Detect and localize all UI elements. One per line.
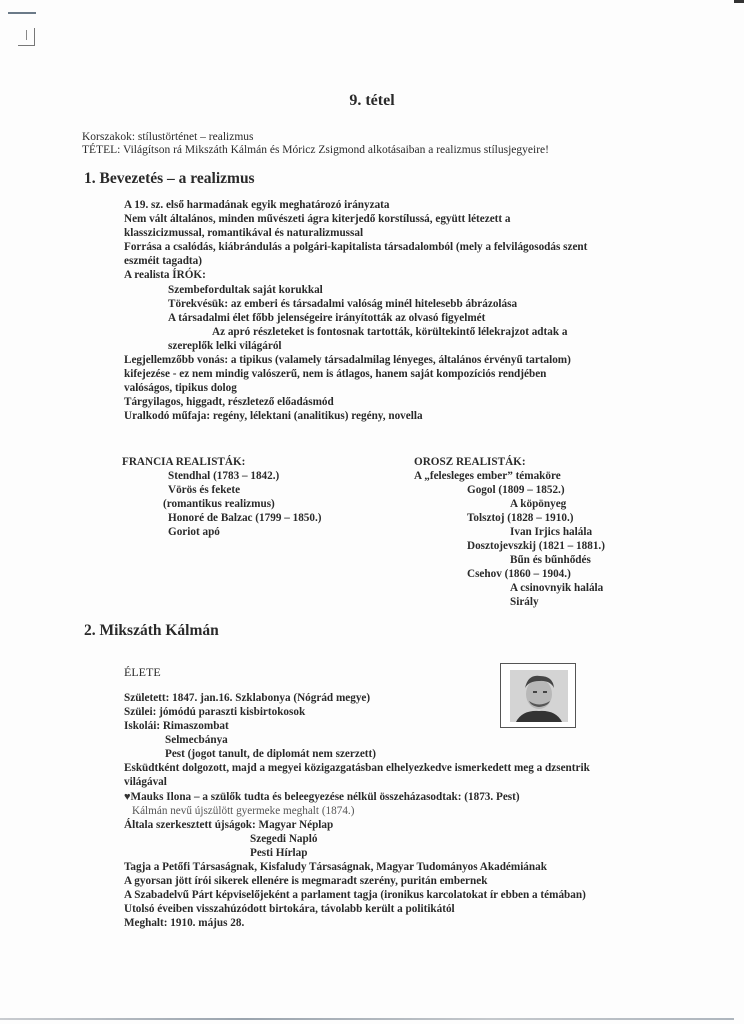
elete-subheading: ÉLETE	[124, 665, 161, 679]
text-line: A gyorsan jött írói sikerek ellenére is megmaradt szerény, puritán embernek	[124, 875, 488, 887]
realista-irok-label: A realista ÍRÓK:	[124, 269, 206, 281]
orosz-theme: A „felesleges ember” témaköre	[414, 470, 561, 482]
text-line: Uralkodó műfaja: regény, lélektani (analitikus) regény, novella	[124, 410, 423, 422]
text-line: Nem vált általános, minden művészeti ágra kiterjedő korstílussá, együtt létezett a	[124, 213, 511, 225]
orosz-item: Csehov (1860 – 1904.)	[467, 568, 571, 580]
francia-item: (romantikus realizmus)	[163, 498, 275, 510]
marriage-line	[124, 790, 520, 804]
text-line: A Szabadelvű Párt képviselőjeként a parlament tagja (ironikus karcolatokat ír ebben a témában)	[124, 889, 586, 901]
text-line: világával	[124, 776, 167, 788]
text-line: Forrása a csalódás, kiábrándulás a polgári-kapitalista társadalomból (mely a felvilágosodás szent	[124, 241, 588, 253]
portrait-photo	[500, 663, 576, 728]
heart-icon: ♥	[124, 791, 131, 803]
francia-item: Stendhal (1783 – 1842.)	[168, 470, 280, 482]
portrait-image	[510, 670, 568, 722]
text-line: Született: 1847. jan.16. Szklabonya (Nógrád megye)	[124, 692, 371, 704]
section-heading-bevezetes: 1. Bevezetés – a realizmus	[84, 170, 255, 187]
korszakok-line: Korszakok: stílustörténet – realizmus	[82, 131, 254, 143]
orosz-item: A csinovnyik halála	[510, 582, 604, 594]
francia-realistak-heading: FRANCIA REALISTÁK:	[122, 456, 246, 468]
irok-item: A társadalmi élet főbb jelenségeire irányították az olvasó figyelmét	[168, 312, 486, 324]
orosz-item: A köpönyeg	[510, 498, 567, 510]
pen-stroke	[8, 12, 36, 14]
section-heading-mikszath: 2. Mikszáth Kálmán	[84, 622, 219, 639]
page-number-one	[26, 30, 27, 40]
text-line: Pest (jogot tanult, de diplomát nem szerzett)	[165, 748, 376, 760]
text-line: Selmecbánya	[165, 734, 228, 746]
text-line: eszméit tagadta)	[124, 255, 202, 267]
newspaper-item: Pesti Hírlap	[250, 847, 308, 859]
newspaper-item: Szegedi Napló	[250, 833, 318, 845]
text-line: Meghalt: 1910. május 28.	[124, 917, 245, 929]
tetel-line: TÉTEL: Világítson rá Mikszáth Kálmán és Móricz Zsigmond alkotásaiban a realizmus stílusjegyeire!	[82, 144, 549, 156]
francia-item: Goriot apó	[168, 526, 220, 538]
text-line: Legjellemzőbb vonás: a tipikus (valamely társadalmilag lényeges, általános érvényű tartalom)	[124, 354, 571, 366]
scan-edge-mark	[734, 0, 744, 3]
marriage-text: Mauks Ilona – a szülők tudta és beleegyezése nélkül összeházasodtak: (1873. Pest)	[130, 791, 520, 803]
text-line: Tagja a Petőfi Társaságnak, Kisfaludy Társaságnak, Magyar Tudományos Akadémiának	[124, 861, 547, 873]
orosz-item: Tolsztoj (1828 – 1910.)	[467, 512, 574, 524]
irok-item: Törekvésük: az emberi és társadalmi valóság minél hitelesebb ábrázolása	[168, 298, 518, 310]
text-line: Esküdtként dolgozott, majd a megyei közigazgatásban elhelyezkedve ismerkedett meg a dzsentrik	[124, 762, 590, 774]
orosz-item: Gogol (1809 – 1852.)	[467, 484, 565, 496]
orosz-item: Dosztojevszkij (1821 – 1881.)	[467, 540, 605, 552]
orosz-item: Ivan Irjics halála	[510, 526, 593, 538]
irok-item: Szembefordultak saját korukkal	[168, 284, 323, 296]
text-line: kifejezése - ez nem mindig valószerű, nem is átlagos, hanem saját kompozíciós rendjében	[124, 368, 547, 380]
text-line: Szülei: jómódú paraszti kisbirtokosok	[124, 706, 306, 718]
francia-item: Honoré de Balzac (1799 – 1850.)	[168, 512, 322, 524]
handwritten-page-number	[8, 12, 38, 46]
text-line: Általa szerkesztett újságok: Magyar Néplap	[124, 819, 334, 831]
orosz-item: Sirály	[510, 596, 539, 608]
text-line: valóságos, tipikus dolog	[124, 382, 237, 394]
text-line: Iskolái: Rimaszombat	[124, 720, 229, 732]
text-line: Utolsó éveiben visszahúzódott birtokára, távolabb került a politikától	[124, 903, 455, 915]
orosz-item: Bűn és bűnhődés	[510, 554, 591, 566]
document-title: 9. tétel	[349, 92, 395, 109]
irok-item: szereplők lelki világáról	[168, 340, 282, 352]
orosz-realistak-heading: OROSZ REALISTÁK:	[414, 456, 526, 468]
francia-item: Vörös és fekete	[168, 484, 241, 496]
text-line: A 19. sz. első harmadának egyik meghatározó irányzata	[124, 199, 390, 211]
irok-item: Az apró részleteket is fontosnak tartották, körültekintő lélekrajzot adtak a	[212, 326, 568, 338]
text-line: klasszicizmussal, romantikával és naturalizmussal	[124, 227, 364, 239]
text-line: Tárgyilagos, higgadt, részletező előadásmód	[124, 396, 334, 408]
text-line: Kálmán nevű újszülött gyermeke meghalt (1874.)	[132, 805, 355, 817]
scan-bottom-edge	[0, 1018, 734, 1020]
